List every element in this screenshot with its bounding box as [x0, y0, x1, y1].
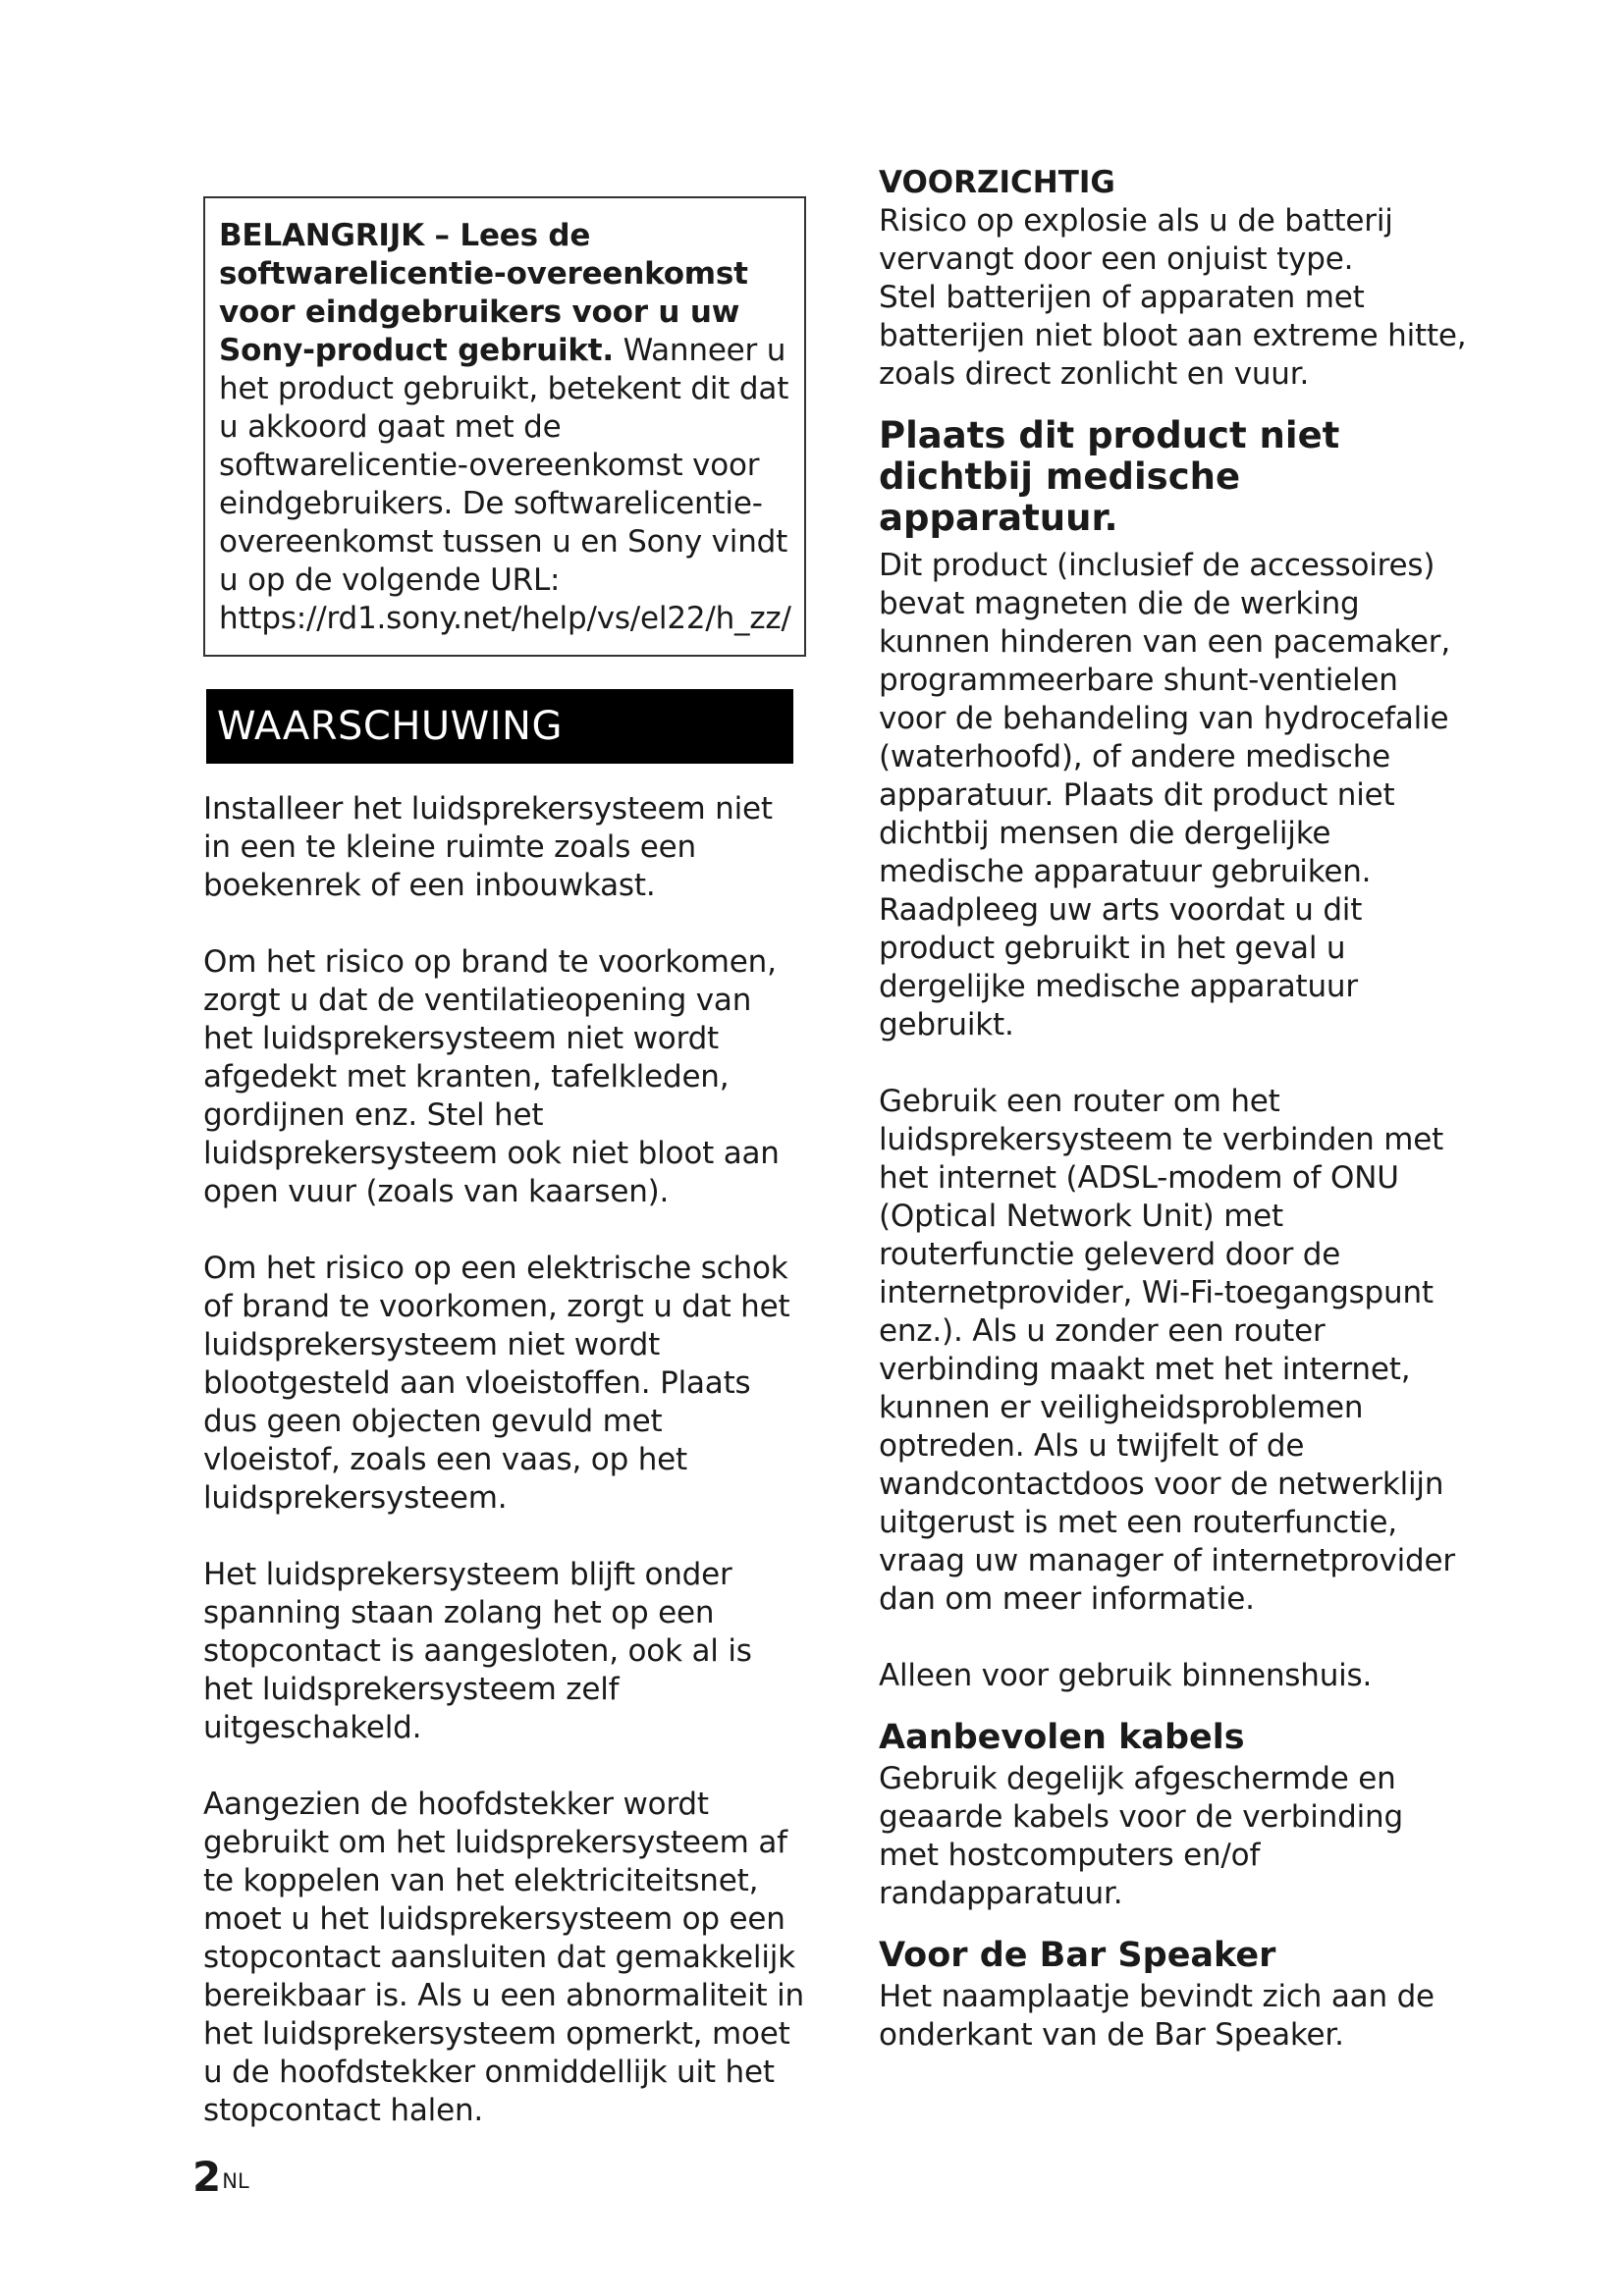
warning-paragraph: Installeer het luidsprekersysteem niet in een te kleine ruimte zoals een boekenrek of een inbouwkast. [203, 791, 773, 903]
cables-text: Gebruik degelijk afgeschermde en geaarde kabels voor de verbinding met hostcomputers en/of randapparatuur. [879, 1761, 1403, 1911]
left-column [203, 196, 804, 2168]
right-column [879, 163, 1468, 2055]
caution-heading: VOORZICHTIG [879, 165, 1115, 200]
warning-paragraph: Om het risico op brand te voorkomen, zorgt u dat de ventilatieopening van het luidsprekersysteem niet wordt afgedekt met kranten, tafelkleden, gordijnen enz. Stel het luidsprekersysteem ook niet bloot aan open vuur (zoals van kaarsen). [203, 944, 780, 1209]
bar-speaker-text: Het naamplaatje bevindt zich aan de onderkant van de Bar Speaker. [879, 1979, 1435, 2053]
warning-paragraph: Om het risico op een elektrische schok of brand te voorkomen, zorgt u dat het luidsprekersysteem niet wordt blootgesteld aan vloeistoffen. Plaats dus geen objecten gevuld met vloeistof, zoals een vaas, op het luidsprekersysteem. [203, 1251, 790, 1516]
license-notice-text: Wanneer u het product gebruikt, betekent dit dat u akkoord gaat met de softwarelicentie-overeenkomst voor eindgebruikers. De softwarelicentie-overeenkomst tussen u en Sony vindt u op de volgende URL: https://rd1.sony.net/help/vs/el22/h_zz/ [219, 333, 791, 636]
license-notice [219, 217, 791, 638]
license-notice-box [203, 196, 806, 657]
warning-paragraph: Aangezien de hoofdstekker wordt gebruikt om het luidsprekersysteem af te koppelen van het elektriciteitsnet, moet u het luidsprekersysteem op een stopcontact aansluiten dat gemakkelijk bereikbaar is. Als u een abnormaliteit in het luidsprekersysteem opmerkt, moet u de hoofdstekker onmiddellijk uit het stopcontact halen. [203, 1787, 804, 2128]
warning-paragraph: Het luidsprekersysteem blijft onder spanning staan zolang het op een stopcontact is aangesloten, ook al is het luidsprekersysteem zelf uitgeschakeld. [203, 1557, 752, 1745]
page-number [192, 2153, 249, 2201]
medical-text: Dit product (inclusief de accessoires) bevat magneten die de werking kunnen hinderen van een pacemaker, programmeerbare shunt-ventielen voor de behandeling van hydrocefalie (waterhoofd), of andere medische apparatuur. Plaats dit product niet dichtbij mensen die dergelijke medische apparatuur gebruiken. Raadpleeg uw arts voordat u dit product gebruikt in het geval u dergelijke medische apparatuur gebruikt. [879, 548, 1451, 1042]
license-notice-bold: BELANGRIJK – Lees de softwarelicentie-overeenkomst voor eindgebruikers voor u uw Sony-product gebruikt. [219, 218, 748, 368]
bar-speaker-heading: Voor de Bar Speaker [879, 1936, 1276, 1975]
cables-heading: Aanbevolen kabels [879, 1718, 1245, 1757]
caution-line: Stel batterijen of apparaten met batterijen niet bloot aan extreme hitte, zoals direct zonlicht en vuur. [879, 280, 1467, 392]
router-text: Gebruik een router om het luidsprekersysteem te verbinden met het internet (ADSL-modem of ONU (Optical Network Unit) met routerfunctie geleverd door de internetprovider, Wi-Fi-toegangspunt enz.). Als u zonder een router verbinding maakt met het internet, kunnen er veiligheidsproblemen optreden. Als u twijfelt of de wandcontactdoos voor de netwerklijn uitgerust is met een routerfunctie, vraag uw manager of internetprovider dan om meer informatie. [879, 1084, 1455, 1617]
medical-heading: Plaats dit product niet dichtbij medische apparatuur. [879, 414, 1340, 539]
warning-body [203, 790, 804, 2130]
caution-line: Risico op explosie als u de batterij vervangt door een onjuist type. [879, 203, 1393, 277]
page-number-value: 2 [192, 2153, 222, 2201]
warning-heading: WAARSCHUWING [206, 689, 793, 764]
indoor-text: Alleen voor gebruik binnenshuis. [879, 1658, 1373, 1693]
page-number-suffix: NL [222, 2169, 249, 2193]
